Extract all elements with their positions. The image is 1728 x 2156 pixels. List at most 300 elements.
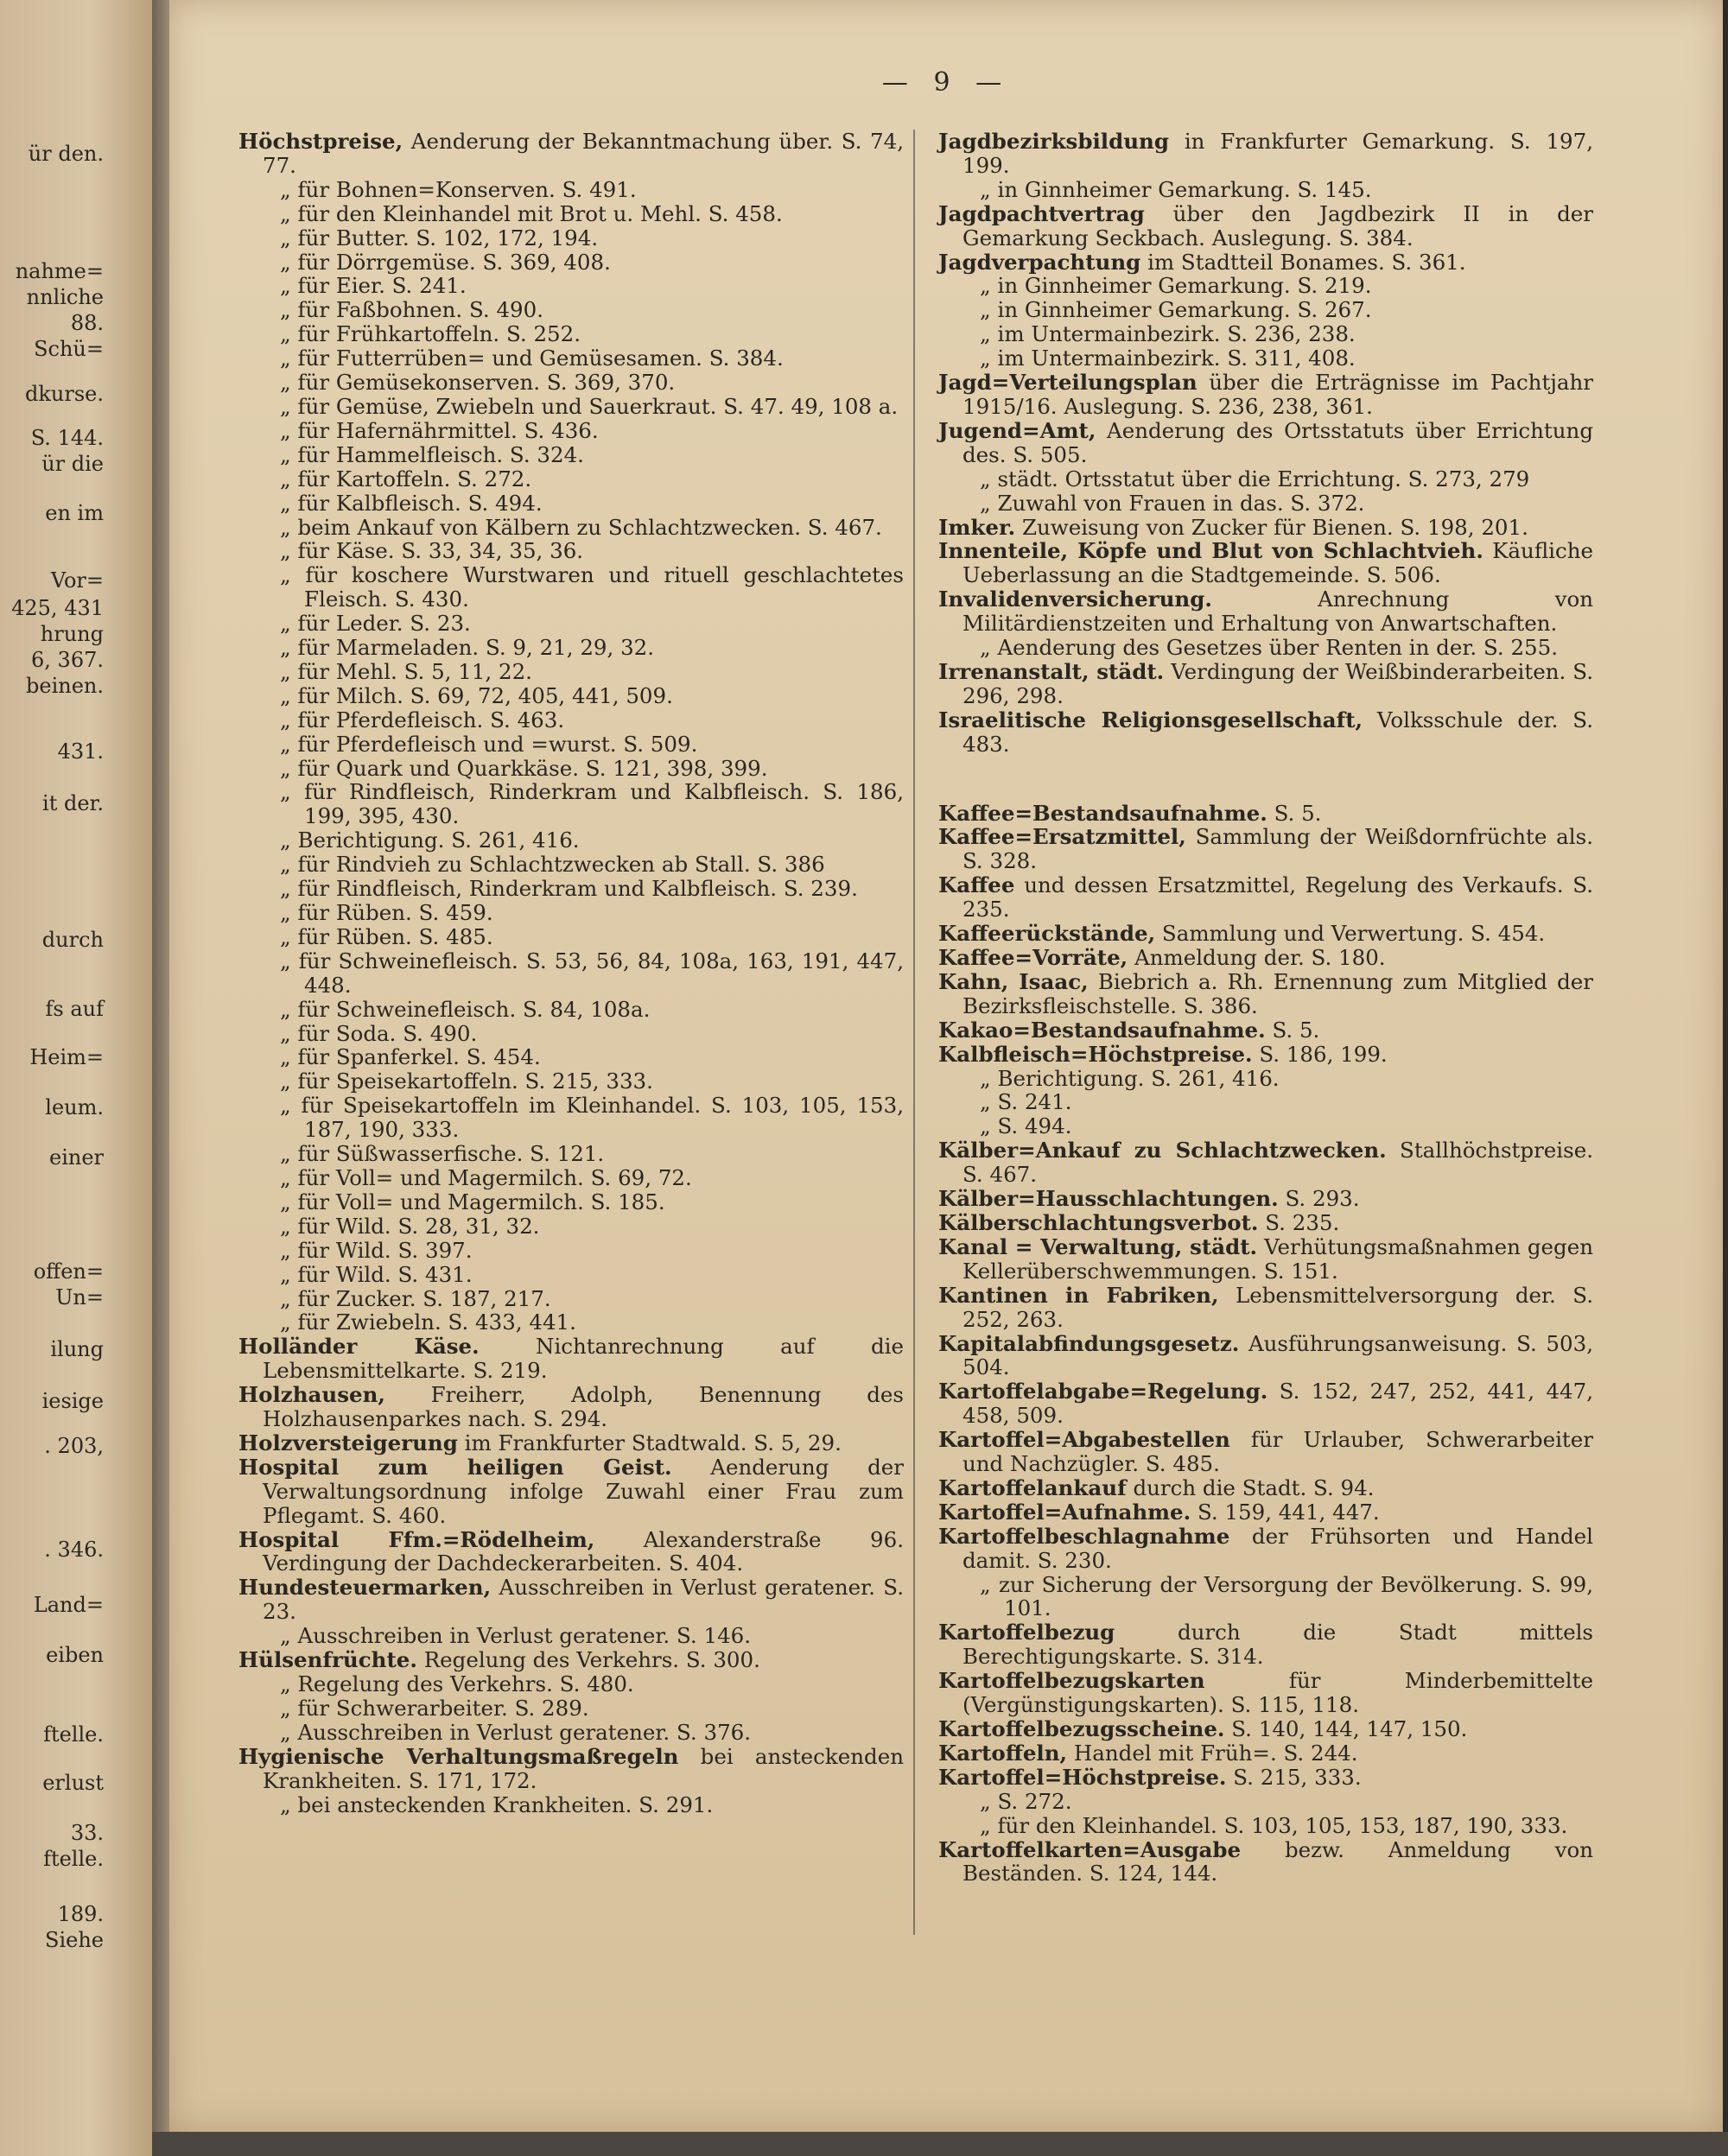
index-page — [169, 0, 1723, 2132]
entry-heading: Irrenanstalt, städt. — [938, 658, 1165, 684]
index-left-entry — [238, 1721, 904, 1745]
entry-text: Zuweisung von Zucker für Bienen. S. 198, 201. — [1021, 514, 1528, 540]
index-right-entry — [938, 130, 1593, 178]
index-left-entry — [238, 467, 904, 491]
index-left-entry — [238, 539, 904, 563]
index-left-entry — [238, 298, 904, 322]
entry-heading: Jagdpachtvertrag — [938, 200, 1145, 226]
entry-text: „ für Dörrgemüse. S. 369, 408. — [280, 249, 611, 275]
entry-text: S. 152, 247, 252, 441, 447, 458, 509. — [962, 1379, 1593, 1429]
entry-text: bei ansteckenden Krankheiten. S. 171, 172. — [263, 1743, 904, 1793]
page-number: — 9 — — [881, 67, 1011, 98]
entry-text: „ für Rüben. S. 485. — [280, 923, 493, 949]
index-right-entry — [938, 1766, 1593, 1790]
entry-text: über den Jagdbezirk II in der Gemarkung Seckbach. Auslegung. S. 384. — [962, 200, 1594, 250]
index-left-entry — [238, 443, 904, 467]
index-left-entry — [238, 491, 904, 516]
index-right-entry — [938, 825, 1593, 873]
index-right-entry — [938, 346, 1593, 371]
entry-text: Ausschreiben in Verlust geratener. S. 23. — [263, 1575, 904, 1625]
entry-text: „ in Ginnheimer Gemarkung. S. 267. — [980, 297, 1372, 323]
entry-text: „ für Voll= und Magermilch. S. 69, 72. — [280, 1164, 692, 1190]
entry-text: Regelung des Verkehrs. S. 300. — [423, 1647, 760, 1673]
entry-text: „ für Kalbfleisch. S. 494. — [280, 490, 543, 516]
entry-text: in Frankfurter Gemarkung. S. 197, 199. — [962, 129, 1593, 178]
entry-heading: Kartoffelabgabe=Regelung. — [938, 1379, 1268, 1405]
entry-text: „ für Schweinefleisch. S. 53, 56, 84, 108a, 163, 191, 447, 448. — [280, 948, 904, 998]
entry-heading: Kartoffel=Aufnahme. — [938, 1499, 1191, 1525]
previous-page-fragment: eiben — [46, 1643, 104, 1667]
entry-text: „ in Ginnheimer Gemarkung. S. 145. — [980, 176, 1372, 202]
previous-page-fragment: Schü= — [34, 337, 104, 361]
entry-heading: Israelitische Religionsgesellschaft, — [938, 707, 1363, 732]
index-right-entry — [938, 1043, 1593, 1067]
index-right-entry — [938, 371, 1593, 419]
entry-text: „ für Speisekartoffeln im Kleinhandel. S. 103, 105, 153, 187, 190, 333. — [280, 1093, 904, 1143]
index-right-entry — [938, 1235, 1593, 1284]
index-right-entry — [938, 708, 1593, 757]
index-left-entry — [238, 1455, 904, 1528]
entry-text: „ für Hafernährmittel. S. 436. — [280, 417, 599, 443]
index-right-entry — [938, 491, 1593, 516]
entry-text: „ Berichtigung. S. 261, 416. — [280, 828, 580, 853]
entry-text: „ für Bohnen=Konserven. S. 491. — [280, 176, 637, 202]
previous-page-fragment: Heim= — [29, 1045, 104, 1069]
entry-text: „ zur Sicherung der Versorgung der Bevölkerung. S. 99, 101. — [980, 1571, 1593, 1621]
entry-text: „ für Frühkartoffeln. S. 252. — [280, 321, 581, 347]
index-left-entry — [238, 1310, 904, 1335]
index-left-entry — [238, 1045, 904, 1069]
index-left-entry — [238, 226, 904, 250]
index-left-entry — [238, 1528, 904, 1576]
book-gutter — [152, 0, 169, 2156]
entry-text: im Frankfurter Stadtwald. S. 5, 29. — [464, 1430, 842, 1455]
index-left-entry — [238, 877, 904, 901]
index-right-entry — [938, 1332, 1593, 1380]
index-right-entry — [938, 1090, 1593, 1114]
previous-page-fragment: en im — [45, 501, 104, 525]
index-right-entry — [938, 587, 1593, 636]
index-right-entry — [938, 1138, 1593, 1187]
previous-page-fragment: 425, 431 — [11, 596, 104, 620]
entry-heading: Kaffee=Bestandsaufnahme. — [938, 800, 1267, 826]
index-right-entry — [938, 1114, 1593, 1138]
entry-text: Freiherr, Adolph, Benennung des Holzhausenparkes nach. S. 294. — [263, 1382, 904, 1432]
entry-text: Aenderung des Ortsstatuts über Errichtung des. S. 505. — [962, 417, 1594, 467]
index-right-entry — [938, 1669, 1593, 1717]
entry-text: „ für Faßbohnen. S. 490. — [280, 297, 544, 323]
index-left-entry — [238, 1214, 904, 1239]
index-left-entry — [238, 1745, 904, 1793]
entry-heading: Jagdverpachtung — [938, 249, 1141, 275]
entry-text: „ Zuwahl von Frauen in das. S. 372. — [980, 490, 1365, 516]
index-left-entry — [238, 346, 904, 371]
previous-page-fragment: leum. — [45, 1095, 104, 1119]
entry-text: Anmeldung der. S. 180. — [1134, 945, 1386, 970]
previous-page-fragment: 33. — [70, 1821, 104, 1845]
index-right-entry — [938, 802, 1593, 826]
index-left-entry — [238, 949, 904, 998]
entry-text: Anrechnung von Militärdienstzeiten und Erhaltung von Anwartschaften. — [962, 587, 1593, 637]
index-right-entry — [938, 922, 1593, 946]
entry-heading: Kartoffel=Höchstpreise. — [938, 1764, 1227, 1790]
entry-text: „ Aenderung des Gesetzes über Renten in der. S. 255. — [980, 635, 1558, 661]
index-left-entry — [238, 563, 904, 612]
previous-page-fragment: ftelle. — [43, 1722, 104, 1747]
entry-text: Volksschule der. S. 483. — [962, 707, 1593, 757]
previous-page-fragment: einer — [48, 1145, 104, 1170]
entry-text: „ für Futterrüben= und Gemüsesamen. S. 384. — [280, 346, 784, 371]
entry-text: „ für Gemüse, Zwiebeln und Sauerkraut. S. 47. 49, 108 a. — [280, 393, 899, 419]
index-left-entry — [238, 1624, 904, 1648]
index-left-entry — [238, 684, 904, 708]
entry-text: „ Ausschreiben in Verlust geratener. S. 376. — [280, 1719, 752, 1745]
entry-heading: Jugend=Amt, — [938, 417, 1096, 443]
index-left-entry — [238, 660, 904, 684]
entry-text: bezw. Anmeldung von Beständen. S. 124, 144. — [962, 1836, 1593, 1886]
index-right-entry — [938, 636, 1593, 660]
index-left-entry — [238, 1576, 904, 1624]
index-left-entry — [238, 274, 904, 298]
index-left-entry — [238, 1263, 904, 1287]
index-right-entry — [938, 660, 1593, 708]
entry-text: für Urlauber, Schwerarbeiter und Nachzügler. S. 485. — [962, 1427, 1593, 1477]
index-right-entry — [938, 539, 1593, 587]
entry-text: „ für Schweinefleisch. S. 84, 108a. — [280, 996, 651, 1022]
index-right-entry — [938, 202, 1593, 250]
index-left-entry — [238, 1431, 904, 1455]
index-left-entry — [238, 130, 904, 178]
entry-heading: Hülsenfrüchte. — [238, 1647, 417, 1673]
entry-heading: Kartoffelkarten=Ausgabe — [938, 1836, 1242, 1862]
entry-text: „ für Spanferkel. S. 454. — [280, 1044, 541, 1070]
entry-text: „ für Hammelfleisch. S. 324. — [280, 441, 584, 467]
entry-text: S. 140, 144, 147, 150. — [1231, 1716, 1468, 1741]
previous-page-fragment: Un= — [55, 1285, 104, 1309]
entry-text: S. 186, 199. — [1259, 1041, 1388, 1067]
entry-text: „ für den Kleinhandel mit Brot u. Mehl. S. 458. — [280, 200, 783, 226]
index-right-entry — [938, 873, 1593, 922]
index-right-entry — [938, 1379, 1593, 1428]
index-left-entry — [238, 998, 904, 1022]
previous-page-fragment: ilung — [50, 1337, 104, 1361]
previous-page-fragment: S. 144. — [30, 426, 104, 450]
entry-text: „ für Käse. S. 33, 34, 35, 36. — [280, 538, 584, 564]
entry-text: „ S. 272. — [980, 1788, 1072, 1814]
entry-text: „ für Zucker. S. 187, 217. — [280, 1285, 551, 1311]
index-left-entry — [238, 1094, 904, 1142]
index-left-entry — [238, 757, 904, 781]
index-right-entry — [938, 946, 1593, 970]
entry-text: Nichtanrechnung auf die Lebensmittelkarte. S. 219. — [263, 1334, 904, 1384]
entry-heading: Invalidenversicherung. — [938, 587, 1212, 612]
entry-heading: Kakao=Bestandsaufnahme. — [938, 1017, 1266, 1043]
entry-text: durch die Stadt mittels Berechtigungskarte. S. 314. — [962, 1620, 1593, 1670]
entry-text: „ städt. Ortsstatut über die Errichtung. S. 273, 279 — [980, 466, 1530, 491]
entry-text: „ im Untermainbezirk. S. 311, 408. — [980, 346, 1356, 371]
index-column-left — [238, 130, 904, 1817]
entry-heading: Kalbfleisch=Höchstpreise. — [938, 1041, 1253, 1067]
entry-text: „ für Rindfleisch, Rinderkram und Kalbfleisch. S. 239. — [280, 876, 858, 902]
previous-page-fragment: 88. — [70, 311, 104, 335]
entry-text: „ für Pferdefleisch und =wurst. S. 509. — [280, 731, 698, 757]
index-right-entry — [938, 970, 1593, 1018]
previous-page-fragment: hrung — [40, 622, 104, 646]
entry-text: S. 159, 441, 447. — [1197, 1499, 1380, 1525]
entry-heading: Holzversteigerung — [238, 1430, 458, 1455]
index-right-entry — [938, 1187, 1593, 1211]
index-right-entry — [938, 1500, 1593, 1525]
index-left-entry — [238, 1069, 904, 1094]
entry-text: Verdingung der Weißbinderarbeiten. S. 296, 298. — [962, 658, 1593, 708]
entry-text: „ für Milch. S. 69, 72, 405, 441, 509. — [280, 682, 673, 708]
index-right-entry — [938, 250, 1593, 275]
entry-heading: Kälberschlachtungsverbot. — [938, 1209, 1259, 1235]
index-left-entry — [238, 612, 904, 636]
entry-text: „ für Pferdefleisch. S. 463. — [280, 707, 565, 732]
index-right-entry — [938, 1428, 1593, 1476]
entry-heading: Hundesteuermarken, — [238, 1575, 492, 1601]
index-right-entry — [938, 1717, 1593, 1741]
entry-text: „ für koschere Wurstwaren und rituell geschlachtetes Fleisch. S. 430. — [280, 562, 904, 612]
entry-text: „ beim Ankauf von Kälbern zu Schlachtzwecken. S. 467. — [280, 514, 882, 540]
entry-text: „ für Rindvieh zu Schlachtzwecken ab Stall. S. 386 — [280, 852, 825, 878]
entry-text: Biebrich a. Rh. Ernennung zum Mitglied der Bezirksfleischstelle. S. 386. — [962, 968, 1593, 1018]
entry-heading: Kälber=Ankauf zu Schlachtzwecken. — [938, 1138, 1387, 1164]
previous-page-fragment: 189. — [57, 1902, 104, 1926]
previous-page-fragment: 6, 367. — [31, 648, 104, 672]
entry-text: „ für Gemüsekonserven. S. 369, 370. — [280, 370, 676, 396]
entry-text: S. 5. — [1274, 800, 1322, 826]
entry-text: über die Erträgnisse im Pachtjahr 1915/16. Auslegung. S. 236, 238, 361. — [962, 370, 1593, 419]
entry-heading: Imker. — [938, 514, 1016, 540]
entry-text: „ in Ginnheimer Gemarkung. S. 219. — [980, 273, 1372, 299]
entry-text: „ S. 494. — [980, 1113, 1072, 1139]
entry-text: im Stadtteil Bonames. S. 361. — [1147, 249, 1466, 275]
previous-page-fragment: ür den. — [28, 142, 104, 166]
previous-page-fragment: durch — [41, 928, 104, 952]
index-left-entry — [238, 1166, 904, 1190]
index-left-entry — [238, 371, 904, 395]
index-right-entry — [938, 1741, 1593, 1766]
index-left-entry — [238, 1383, 904, 1431]
entry-heading: Kartoffel=Abgabestellen — [938, 1427, 1230, 1453]
previous-page-fragment: offen= — [33, 1259, 104, 1284]
entry-heading: Kartoffelankauf — [938, 1474, 1127, 1500]
index-right-entry — [938, 467, 1593, 491]
index-left-entry — [238, 1672, 904, 1696]
entry-text: „ für Marmeladen. S. 9, 21, 29, 32. — [280, 635, 655, 661]
entry-heading: Jagd=Verteilungsplan — [938, 370, 1198, 396]
index-left-entry — [238, 395, 904, 419]
index-right-entry — [938, 1067, 1593, 1091]
index-left-entry — [238, 178, 904, 202]
index-left-entry — [238, 1648, 904, 1672]
index-left-entry — [238, 901, 904, 925]
entry-text: Sammlung und Verwertung. S. 454. — [1161, 921, 1546, 947]
entry-text: „ S. 241. — [980, 1089, 1072, 1115]
index-left-entry — [238, 780, 904, 828]
previous-page-fragment: Land= — [33, 1593, 104, 1617]
entry-heading: Hospital zum heiligen Geist. — [238, 1454, 672, 1480]
index-right-entry — [938, 1476, 1593, 1500]
entry-text: Sammlung der Weißdornfrüchte als. S. 328. — [962, 824, 1593, 874]
entry-heading: Kartoffelbezug — [938, 1620, 1115, 1646]
entry-heading: Kartoffelbeschlagnahme — [938, 1523, 1230, 1549]
entry-text: Käufliche Ueberlassung an die Stadtgemeinde. S. 506. — [962, 538, 1593, 588]
index-left-entry — [238, 419, 904, 443]
index-left-entry — [238, 202, 904, 226]
previous-page-fragment: nahme= — [15, 259, 104, 283]
entry-text: Stallhöchstpreise. S. 467. — [962, 1138, 1593, 1188]
entry-heading: Kartoffeln, — [938, 1740, 1068, 1766]
index-left-entry — [238, 1142, 904, 1166]
index-left-entry — [238, 853, 904, 877]
previous-page-edge — [0, 0, 152, 2156]
entry-text: „ Ausschreiben in Verlust geratener. S. 146. — [280, 1623, 752, 1649]
entry-text: Lebensmittelversorgung der. S. 252, 263. — [962, 1282, 1593, 1332]
entry-text: S. 215, 333. — [1233, 1764, 1362, 1790]
entry-text: Handel mit Früh=. S. 244. — [1073, 1740, 1358, 1766]
previous-page-fragment: beinen. — [26, 674, 104, 698]
index-right-entry — [938, 322, 1593, 346]
entry-text: Aenderung der Verwaltungsordnung infolge Zuwahl einer Frau zum Pflegamt. S. 460. — [263, 1454, 904, 1528]
entry-text: „ für Süßwasserfische. S. 121. — [280, 1141, 605, 1167]
index-right-entry — [938, 298, 1593, 322]
index-right-entry — [938, 1525, 1593, 1573]
index-left-entry — [238, 322, 904, 346]
index-left-entry — [238, 708, 904, 732]
index-left-entry — [238, 925, 904, 949]
entry-text: „ für Butter. S. 102, 172, 194. — [280, 225, 599, 250]
entry-heading: Hospital Ffm.=Rödelheim, — [238, 1526, 595, 1552]
entry-heading: Kantinen in Fabriken, — [938, 1282, 1219, 1308]
entry-heading: Kanal = Verwaltung, städt. — [938, 1233, 1258, 1259]
entry-heading: Kaffee — [938, 872, 1015, 898]
index-left-entry — [238, 516, 904, 540]
entry-text: „ für Wild. S. 397. — [280, 1237, 473, 1263]
entry-text: „ für Zwiebeln. S. 433, 441. — [280, 1309, 576, 1335]
index-column-right — [938, 130, 1593, 1886]
index-right-entry — [938, 419, 1593, 467]
entry-heading: Kahn, Isaac, — [938, 968, 1089, 994]
entry-text: Alexanderstraße 96. Verdingung der Dachdeckerarbeiten. S. 404. — [263, 1526, 904, 1576]
entry-heading: Kapitalabfindungsgesetz. — [938, 1330, 1240, 1356]
entry-text: „ für Quark und Quarkkäse. S. 121, 398, 399. — [280, 755, 768, 781]
entry-text: „ für Schwerarbeiter. S. 289. — [280, 1695, 589, 1721]
bottom-edge-shadow — [152, 2132, 1728, 2156]
entry-heading: Kälber=Hausschlachtungen. — [938, 1186, 1279, 1212]
index-left-entry — [238, 250, 904, 275]
entry-text: „ für Speisekartoffeln. S. 215, 333. — [280, 1068, 653, 1094]
entry-text: „ Berichtigung. S. 261, 416. — [980, 1065, 1280, 1091]
index-left-entry — [238, 1793, 904, 1817]
entry-text: Aenderung der Bekanntmachung über. S. 74, 77. — [263, 129, 904, 178]
entry-heading: Jagdbezirksbildung — [938, 129, 1169, 154]
previous-page-fragment: fs auf — [45, 997, 104, 1021]
index-right-entry — [938, 1838, 1593, 1886]
entry-text: durch die Stadt. S. 94. — [1133, 1474, 1375, 1500]
index-right-entry — [938, 1814, 1593, 1838]
entry-text: „ für Eier. S. 241. — [280, 273, 467, 299]
entry-text: „ für den Kleinhandel. S. 103, 105, 153, 187, 190, 333. — [980, 1812, 1568, 1838]
entry-text: „ für Rüben. S. 459. — [280, 900, 493, 925]
entry-text: S. 5. — [1272, 1017, 1320, 1043]
entry-text: Ausführungsanweisung. S. 503, 504. — [962, 1330, 1593, 1380]
index-right-entry — [938, 1284, 1593, 1332]
entry-text: „ für Wild. S. 28, 31, 32. — [280, 1213, 540, 1239]
index-left-entry — [238, 732, 904, 757]
previous-page-fragment: nnliche — [26, 285, 104, 309]
entry-text: Verhütungsmaßnahmen gegen Kellerüberschwemmungen. S. 151. — [962, 1233, 1594, 1284]
previous-page-fragment: erlust — [42, 1771, 104, 1795]
entry-text: und dessen Ersatzmittel, Regelung des Verkaufs. S. 235. — [962, 872, 1593, 923]
entry-text: „ für Soda. S. 490. — [280, 1020, 478, 1046]
entry-heading: Höchstpreise, — [238, 129, 403, 154]
right-edge-shadow — [1723, 0, 1728, 2156]
index-right-entry — [938, 516, 1593, 540]
previous-page-fragment: it der. — [42, 791, 104, 815]
entry-text: der Frühsorten und Handel damit. S. 230. — [962, 1523, 1593, 1573]
index-right-entry — [938, 274, 1593, 298]
entry-heading: Kaffee=Vorräte, — [938, 945, 1128, 970]
entry-text: S. 235. — [1265, 1209, 1340, 1235]
entry-text: S. 293. — [1285, 1186, 1360, 1212]
index-left-entry — [238, 1022, 904, 1046]
index-right-entry — [938, 1620, 1593, 1669]
previous-page-fragment: ftelle. — [43, 1847, 104, 1871]
index-left-entry — [238, 1239, 904, 1263]
index-right-entry — [938, 1790, 1593, 1814]
index-left-entry — [238, 828, 904, 853]
entry-text: „ für Kartoffeln. S. 272. — [280, 466, 532, 491]
previous-page-fragment: ür die — [41, 452, 104, 476]
index-left-entry — [238, 636, 904, 660]
entry-heading: Kaffee=Ersatzmittel, — [938, 824, 1186, 850]
entry-text: „ für Rindfleisch, Rinderkram und Kalbfleisch. S. 186, 199, 395, 430. — [280, 779, 904, 829]
index-left-entry — [238, 1190, 904, 1214]
entry-text: für Minderbemittelte (Vergünstigungskarten). S. 115, 118. — [962, 1668, 1593, 1718]
previous-page-fragment: . 346. — [44, 1538, 104, 1562]
previous-page-fragment: 431. — [57, 739, 104, 764]
index-left-entry — [238, 1335, 904, 1383]
entry-heading: Holzhausen, — [238, 1382, 385, 1408]
index-left-entry — [238, 1287, 904, 1311]
entry-heading: Innenteile, Köpfe und Blut von Schlachtvieh. — [938, 538, 1483, 564]
entry-text: „ Regelung des Verkehrs. S. 480. — [280, 1671, 634, 1696]
entry-heading: Kartoffelbezugskarten — [938, 1668, 1205, 1694]
entry-heading: Kartoffelbezugsscheine. — [938, 1716, 1225, 1741]
entry-heading: Hygienische Verhaltungsmaßregeln — [238, 1743, 679, 1769]
previous-page-fragment: dkurse. — [25, 382, 104, 406]
index-right-entry — [938, 1211, 1593, 1235]
entry-text: „ bei ansteckenden Krankheiten. S. 291. — [280, 1791, 714, 1817]
index-right-entry — [938, 178, 1593, 202]
column-divider — [913, 130, 915, 1935]
entry-text: „ im Untermainbezirk. S. 236, 238. — [980, 321, 1356, 347]
index-right-entry — [938, 1573, 1593, 1621]
index-left-entry — [238, 1696, 904, 1721]
previous-page-fragment: iesige — [41, 1389, 104, 1413]
entry-text: „ für Leder. S. 23. — [280, 611, 471, 637]
entry-text: „ für Mehl. S. 5, 11, 22. — [280, 658, 532, 684]
entry-heading: Holländer Käse. — [238, 1334, 480, 1360]
previous-page-fragment: . 203, — [44, 1434, 104, 1458]
index-right-entry — [938, 1018, 1593, 1043]
entry-heading: Kaffeerückstände, — [938, 921, 1156, 947]
entry-text: „ für Wild. S. 431. — [280, 1261, 473, 1287]
entry-text: „ für Voll= und Magermilch. S. 185. — [280, 1189, 665, 1214]
